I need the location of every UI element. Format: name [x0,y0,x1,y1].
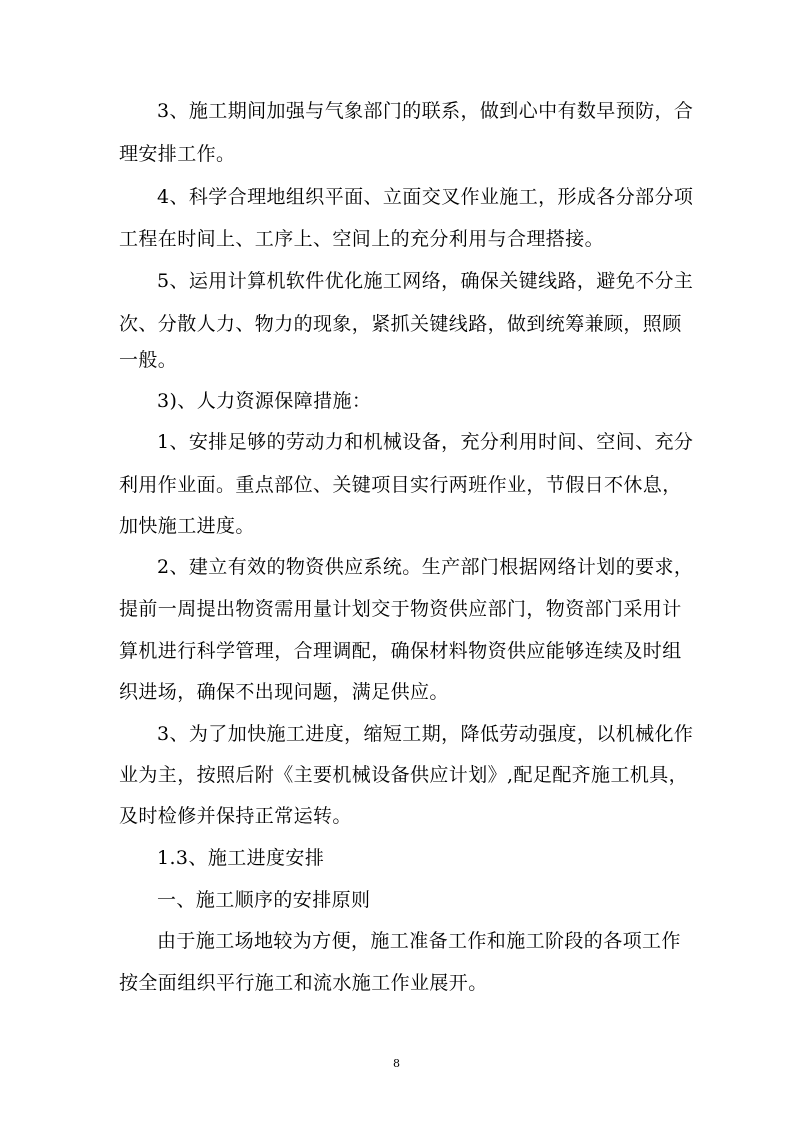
paragraph-line: 1、安排足够的劳动力和机械设备，充分利用时间、空间、充分 [157,431,694,453]
paragraph-line: 加快施工进度。 [119,515,255,537]
paragraph-line: 3、施工期间加强与气象部门的联系，做到心中有数早预防，合 [157,100,694,122]
paragraph-line: 提前一周提出物资需用量计划交于物资供应部门，物资部门采用计 [119,598,682,620]
paragraph-line: 3、为了加快施工进度，缩短工期，降低劳动强度，以机械化作 [157,723,694,745]
section-heading: 一、施工顺序的安排原则 [157,889,371,911]
paragraph-line: 利用作业面。重点部位、关键项目实行两班作业，节假日不休息， [119,474,682,496]
paragraph-line: 按全面组织平行施工和流水施工作业展开。 [119,972,488,994]
paragraph-line: 工程在时间上、工序上、空间上的充分利用与合理搭接。 [119,228,605,250]
paragraph-line: 理安排工作。 [119,143,236,165]
section-heading: 1.3、施工进度安排 [157,847,325,869]
paragraph-line: 5、运用计算机软件优化施工网络，确保关键线路，避免不分主 [157,270,694,292]
paragraph-line: 2、建立有效的物资供应系统。生产部门根据网络计划的要求， [157,556,694,578]
paragraph-line: 由于施工场地较为方便，施工准备工作和施工阶段的各项工作 [157,930,681,952]
paragraph-line: 算机进行科学管理，合理调配，确保材料物资供应能够连续及时组 [119,640,682,662]
page-number: 8 [393,1057,400,1070]
paragraph-line: 一般。 [119,349,178,371]
section-heading: 3)、人力资源保障措施： [157,390,372,412]
paragraph-line: 织进场，确保不出现问题，满足供应。 [119,681,449,703]
paragraph-line: 业为主，按照后附《主要机械设备供应计划》,配足配齐施工机具， [119,764,689,786]
paragraph-line: 次、分散人力、物力的现象，紧抓关键线路，做到统筹兼顾，照顾 [119,313,682,335]
paragraph-line: 及时检修并保持正常运转。 [119,805,352,827]
paragraph-line: 4、科学合理地组织平面、立面交叉作业施工，形成各分部分项 [157,186,694,208]
